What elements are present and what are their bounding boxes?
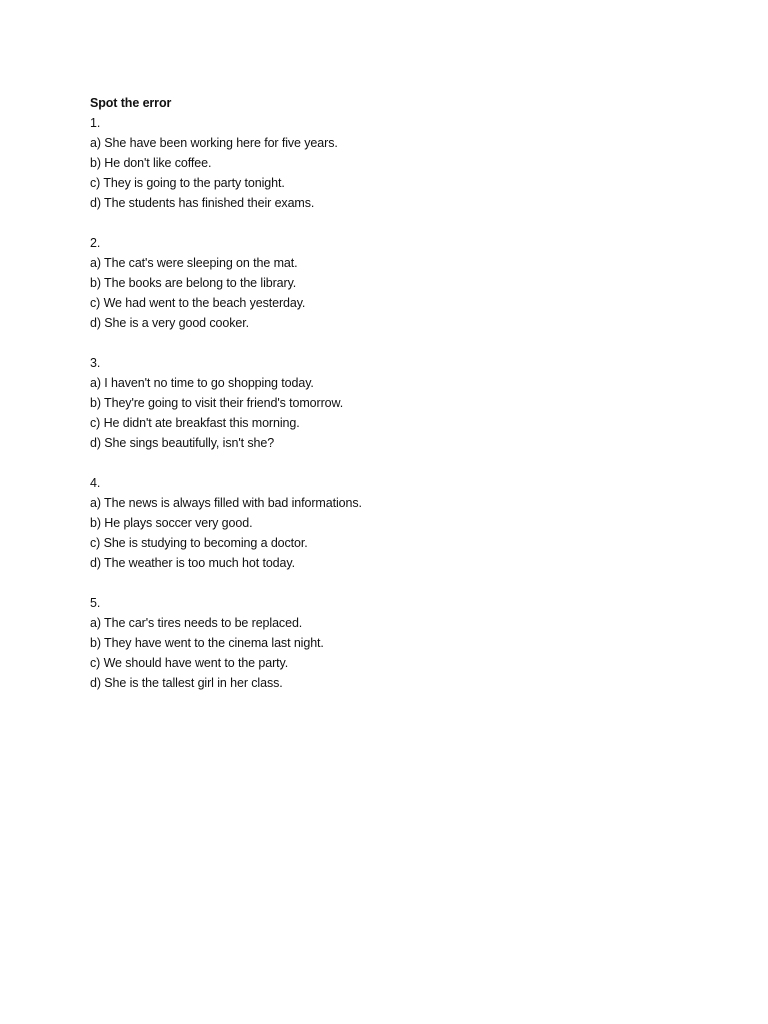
option-b: b) The books are belong to the library.	[90, 276, 297, 290]
option-a: a) She have been working here for five years.	[90, 136, 338, 150]
option-b: b) They have went to the cinema last night.	[90, 636, 324, 650]
option-d: d) The students has finished their exams.	[90, 196, 315, 210]
option-d: d) The weather is too much hot today.	[90, 556, 295, 570]
question-1	[90, 113, 710, 213]
question-4	[90, 473, 710, 573]
option-c: c) He didn't ate breakfast this morning.	[90, 416, 300, 430]
question-number: 1.	[90, 116, 101, 130]
option-c: c) They is going to the party tonight.	[90, 176, 285, 190]
option-b: b) He plays soccer very good.	[90, 516, 253, 530]
option-c: c) We should have went to the party.	[90, 656, 289, 670]
question-5	[90, 593, 710, 693]
question-number: 3.	[90, 356, 101, 370]
option-c: c) She is studying to becoming a doctor.	[90, 536, 308, 550]
option-a: a) The news is always filled with bad informations.	[90, 496, 362, 510]
question-number: 5.	[90, 596, 101, 610]
option-d: d) She is a very good cooker.	[90, 316, 249, 330]
option-a: a) The car's tires needs to be replaced.	[90, 616, 303, 630]
question-number: 2.	[90, 236, 101, 250]
option-c: c) We had went to the beach yesterday.	[90, 296, 306, 310]
option-d: d) She sings beautifully, isn't she?	[90, 436, 275, 450]
worksheet-content	[90, 93, 710, 693]
option-a: a) The cat's were sleeping on the mat.	[90, 256, 298, 270]
question-number: 4.	[90, 476, 101, 490]
question-2	[90, 233, 710, 333]
worksheet-title: Spot the error	[90, 96, 172, 110]
option-d: d) She is the tallest girl in her class.	[90, 676, 283, 690]
option-b: b) They're going to visit their friend's tomorrow.	[90, 396, 344, 410]
question-3	[90, 353, 710, 453]
option-a: a) I haven't no time to go shopping today.	[90, 376, 314, 390]
option-b: b) He don't like coffee.	[90, 156, 212, 170]
